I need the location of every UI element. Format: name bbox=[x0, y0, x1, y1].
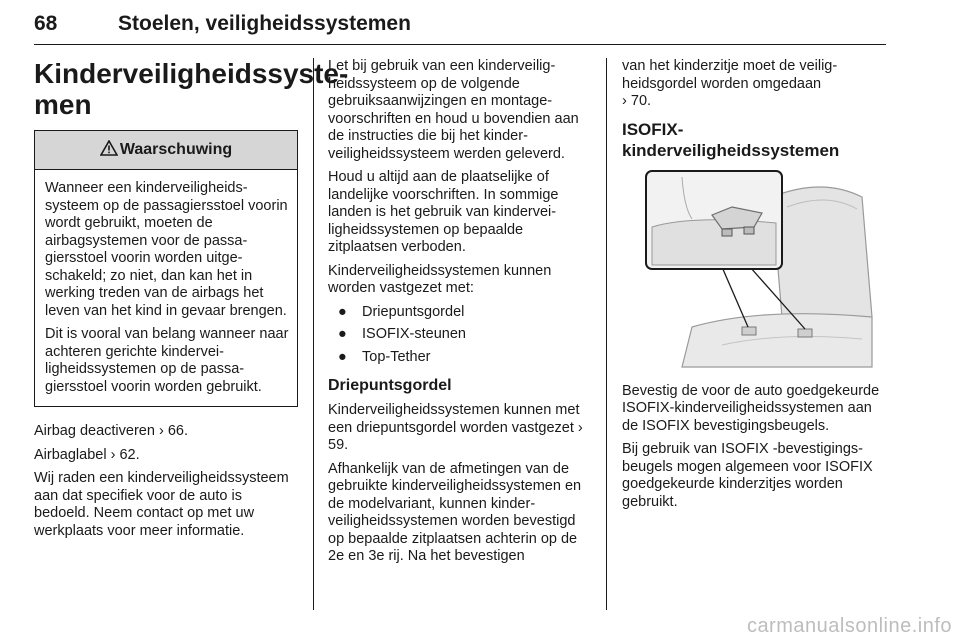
isofix-illustration bbox=[622, 167, 880, 371]
warning-triangle-icon bbox=[100, 140, 118, 161]
cross-reference: Airbaglabel › 62. bbox=[34, 446, 140, 463]
reference-arrow-icon: › bbox=[110, 446, 116, 463]
body-text: van het kinderzitje moet de veiligheidsgordel worden omgedaan › 70. bbox=[622, 58, 838, 109]
column-middle bbox=[328, 58, 590, 572]
body-text: Houd u altijd aan de plaatselijke of landelijke voorschriften. In sommige landen is het gebruik van kinderveiligheidssystemen op bepaalde zitplaatsen verboden. bbox=[328, 169, 559, 255]
list-item: ● ISOFIX-steunen bbox=[338, 326, 466, 342]
reference-arrow-icon: › bbox=[158, 423, 164, 439]
subsection-heading: Driepuntsgordel bbox=[328, 377, 452, 394]
list-item: ● Top-Tether bbox=[338, 348, 431, 365]
subsection-heading: ISOFIX- kinderveiligheidssystemen bbox=[622, 119, 840, 160]
column-right bbox=[622, 58, 886, 517]
body-text: Afhankelijk van de afmetingen van de gebruikte kinderveiligheidssystemen en de modelvariant, kunnen kinderveiligheidssystemen worden bevestigd op bepaalde zitplaatsen achterin op de 2e en 3e rij. Na het bevestigen bbox=[328, 460, 582, 564]
bullet-list bbox=[328, 304, 590, 367]
reference-arrow-icon: › bbox=[622, 93, 627, 109]
cross-reference: Airbag deactiveren › 66. bbox=[34, 423, 188, 439]
page-number: 68 bbox=[34, 12, 58, 35]
body-text: Let bij gebruik van een kinderveiligheidssysteem op de volgende gebruiksaanwijzingen en montagevoorschriften en houd u bovendien aan de instructies die bij het kinderveiligheidssysteem werden geleverd. bbox=[328, 58, 579, 162]
warning-text: Dit is vooral van belang wanneer naar achteren gerichte kinderveiligheidssystemen op de passagiersstoel voorin worden gebruikt. bbox=[45, 326, 289, 395]
watermark: carmanualsonline.info bbox=[746, 615, 952, 637]
warning-text: Wanneer een kinderveiligheidssysteem op de passagiersstoel voorin wordt gebruikt, moeten de airbagsystemen voor de passagiersstoel voorin worden uitgeschakeld; zo niet, dan kan het in werking treden van de airbags het leven van het kind in gevaar brengen. bbox=[45, 180, 288, 319]
warning-label: Waarschuwing bbox=[119, 141, 233, 158]
warning-header bbox=[35, 131, 297, 170]
page-header bbox=[34, 8, 886, 45]
section-title: Kinderveiligheidssyste- men bbox=[34, 58, 349, 120]
column-left bbox=[34, 58, 349, 546]
list-item: ● Driepuntsgordel bbox=[338, 303, 465, 320]
column-divider bbox=[313, 58, 314, 610]
body-text: Bevestig de voor de auto goedgekeurde ISOFIX-kinderveiligheidssystemen aan de ISOFIX bevestigingsbeugels. bbox=[622, 382, 880, 434]
body-text: Kinderveiligheidssystemen kunnen met een driepuntsgordel worden vastgezet › 59. bbox=[328, 402, 583, 453]
body-text: Wij raden een kinderveiligheidssysteem aan dat specifiek voor de auto is bedoeld. Neem contact op met uw werkplaats voor meer informatie. bbox=[34, 470, 289, 539]
reference-arrow-icon: › bbox=[577, 419, 583, 436]
body-text: Bij gebruik van ISOFIX -bevestigingsbeugels mogen algemeen voor ISOFIX goedgekeurde kinderzitjes worden gebruikt. bbox=[622, 441, 873, 510]
running-title: Stoelen, veiligheidssystemen bbox=[118, 12, 411, 35]
column-divider bbox=[606, 58, 607, 610]
warning-box bbox=[34, 130, 298, 407]
body-text: Kinderveiligheidssystemen kunnen worden vastgezet met: bbox=[328, 262, 552, 296]
